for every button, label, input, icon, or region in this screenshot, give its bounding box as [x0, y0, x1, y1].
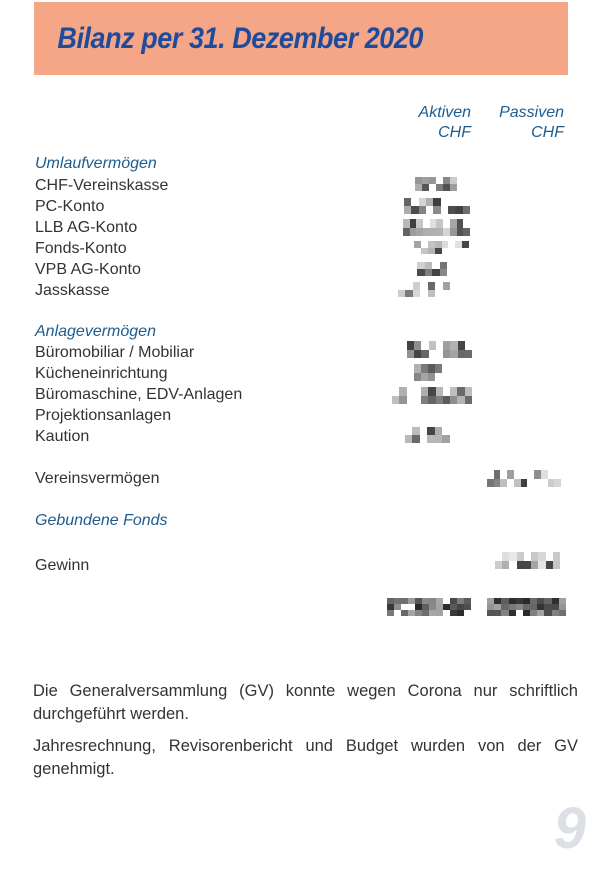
account-row-label: Jasskasse	[35, 282, 110, 299]
redacted-value	[414, 241, 469, 254]
page-number: 9	[553, 796, 586, 861]
section-heading: Gebundene Fonds	[35, 512, 168, 529]
redacted-value	[495, 552, 560, 569]
redacted-value	[392, 387, 472, 404]
account-row-label: Gewinn	[35, 557, 90, 574]
page-title: Bilanz per 31. Dezember 2020	[57, 21, 423, 55]
column-unit-passiven: CHF	[531, 123, 564, 141]
column-label-passiven: Passiven	[499, 104, 564, 121]
column-header-passiven	[454, 103, 564, 142]
redacted-value	[414, 364, 456, 381]
column-unit-aktiven: CHF	[438, 123, 471, 141]
account-row-label: Vereinsvermögen	[35, 470, 160, 487]
redacted-value	[487, 598, 566, 616]
redacted-value	[487, 470, 561, 487]
redacted-value	[407, 341, 472, 358]
account-row-label: LLB AG-Konto	[35, 219, 138, 236]
title-banner	[34, 2, 568, 75]
redacted-value	[404, 198, 470, 214]
section-heading: Anlagevermögen	[35, 323, 156, 340]
redacted-value	[403, 219, 470, 236]
account-row-label: Fonds-Konto	[35, 240, 127, 257]
column-label-aktiven: Aktiven	[418, 104, 471, 121]
account-row-label: PC-Konto	[35, 198, 105, 215]
redacted-value	[415, 177, 457, 191]
redacted-value	[387, 598, 471, 616]
account-row-label: Büromobiliar / Mobiliar	[35, 344, 195, 361]
account-row-label: Kaution	[35, 428, 90, 445]
account-row-label: VPB AG-Konto	[35, 261, 141, 278]
account-row-label: Projektionsanlagen	[35, 407, 172, 424]
account-row-label: Büromaschine, EDV-Anlagen	[35, 386, 243, 403]
paragraph-generalversammlung: Die Generalversammlung (GV) konnte wegen Corona nur schriftlich durchgeführt werden.	[33, 682, 578, 723]
redacted-value	[405, 427, 457, 443]
redacted-value	[398, 282, 450, 297]
paragraph-jahresrechnung: Jahresrechnung, Revisorenbericht und Budget wurden von der GV genehmigt.	[33, 737, 578, 778]
section-heading: Umlaufvermögen	[35, 155, 157, 172]
account-row-label: CHF-Vereinskasse	[35, 177, 169, 194]
account-row-label: Kücheneinrichtung	[35, 365, 168, 382]
redacted-value	[417, 262, 447, 276]
